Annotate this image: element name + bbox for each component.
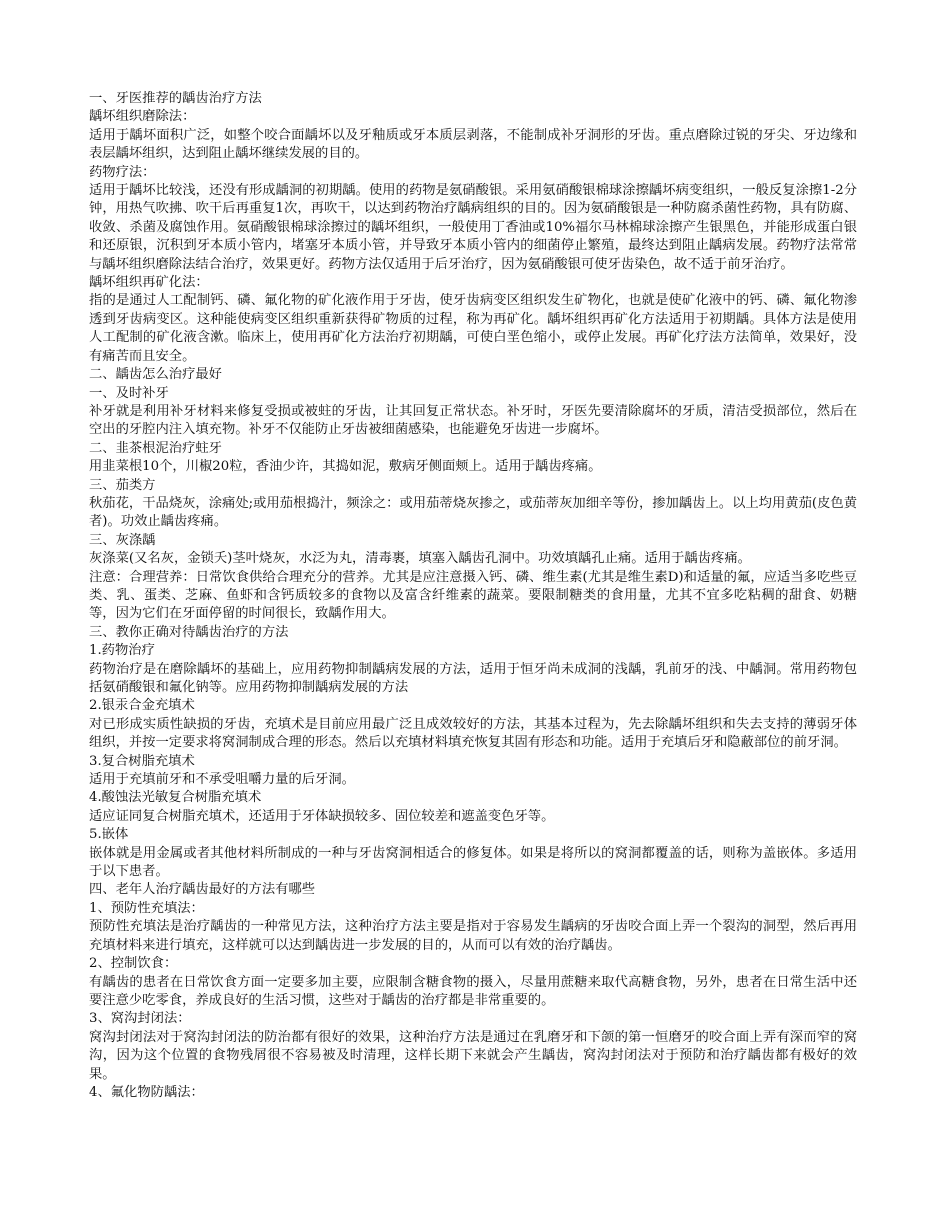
section-heading: 1、预防性充填法：: [89, 900, 204, 916]
body-paragraph: 预防性充填法是治疗龋齿的一种常见方法，这种治疗方法主要是指对于容易发生龋病的牙齿咬合面上弄一个裂沟的洞型，然后再用充填材料来进行填充，这样就可以达到龋齿进一步发展的目的，从而可以有效的治疗龋齿。: [89, 919, 857, 953]
document-body: [89, 90, 857, 1102]
body-paragraph: 用韭菜根10个，川椒20粒，香油少许，其捣如泥，敷病牙侧面颊上。适用于龋齿疼痛。: [89, 459, 602, 475]
section-heading: 4.酸蚀法光敏复合树脂充填术: [89, 790, 262, 806]
body-paragraph: 药物治疗是在磨除龋坏的基础上，应用药物抑制龋病发展的方法，适用于恒牙尚未成洞的浅龋，乳前牙的浅、中龋洞。常用药物包括氨硝酸银和氟化钠等。应用药物抑制龋病发展的方法: [89, 661, 857, 695]
section-heading: 3、窝沟封闭法：: [89, 1011, 191, 1027]
section-heading: 1.药物治疗: [89, 643, 155, 659]
section-heading: 二、龋齿怎么治疗最好: [89, 367, 222, 383]
section-heading: 一、及时补牙: [89, 385, 169, 401]
section-heading: 一、牙医推荐的龋齿治疗方法: [89, 91, 262, 106]
section-heading: 龋坏组织再矿化法：: [89, 275, 209, 291]
body-paragraph: 对已形成实质性缺损的牙齿，充填术是目前应用最广泛且成效较好的方法，其基本过程为，先去除龋坏组织和失去支持的薄弱牙体组织，并按一定要求将窝洞制成合理的形态。然后以充填材料填充恢复其固有形态和功能。适用于充填后牙和隐蔽部位的前牙洞。: [89, 716, 857, 751]
body-paragraph: 有龋齿的患者在日常饮食方面一定要多加主要，应限制含糖食物的摄入，尽量用蔗糖来取代高糖食物，另外，患者在日常生活中还要注意少吃零食，养成良好的生活习惯，这些对于龋齿的治疗都是非常重要的。: [89, 974, 857, 1008]
section-heading: 2.银汞合金充填术: [89, 698, 195, 714]
section-heading: 四、老年人治疗龋齿最好的方法有哪些: [89, 882, 316, 898]
body-paragraph: 窝沟封闭法对于窝沟封闭法的防治都有很好的效果，这种治疗方法是通过在乳磨牙和下颌的第一恒磨牙的咬合面上弄有深而窄的窝沟，因为这个位置的食物残屑很不容易被及时清理，这样长期下来就会产生龋齿，窝沟封闭法对于预防和治疗龋齿都有极好的效果。: [89, 1029, 857, 1082]
body-paragraph: 适用于龋坏比较浅，还没有形成龋洞的初期龋。使用的药物是氨硝酸银。采用氨硝酸银棉球涂擦龋坏病变组织，一般反复涂擦1-2分钟，用热气吹拂、吹干后再重复1次，再吹干，以达到药物治疗龋病组织的目的。因为氨硝酸银是一种防腐杀菌性药物，具有防腐、收敛、杀菌及腐蚀作用。氨硝酸银棉球涂擦过的龋坏组织，一般使用丁香油或10%福尔马林棉球涂擦产生银黑色，并能形成蛋白银和还原银，沉积到牙本质小管内，堵塞牙本质小管，并导致牙本质小管内的细菌停止繁殖，最终达到阻止龋病发展。药物疗法常常与龋坏组织磨除法结合治疗，效果更好。药物方法仅适用于后牙治疗，因为氨硝酸银可使牙齿染色，故不适于前牙治疗。: [89, 183, 857, 272]
section-heading: 三、教你正确对待龋齿治疗的方法: [89, 624, 289, 640]
section-heading: 3.复合树脂充填术: [89, 753, 195, 769]
section-heading: 龋坏组织磨除法：: [89, 109, 196, 125]
section-heading: 药物疗法：: [89, 164, 156, 180]
body-paragraph: 指的是通过人工配制钙、磷、氟化物的矿化液作用于牙齿，使牙齿病变区组织发生矿物化，也就是使矿化液中的钙、磷、氟化物渗透到牙齿病变区。这种能使病变区组织重新获得矿物质的过程，称为再矿化。龋坏组织再矿化方法适用于初期龋。具体方法是使用人工配制的矿化液含漱。临床上，使用再矿化方法治疗初期龋，可使白垩色缩小，或停止发展。再矿化疗法方法简单，效果好，没有痛苦而且安全。: [89, 293, 857, 364]
section-heading: 2、控制饮食：: [89, 956, 178, 972]
body-paragraph: 注意：合理营养：日常饮食供给合理充分的营养。尤其是应注意摄入钙、磷、维生素(尤其是维生素D)和适量的氟，应适当多吃些豆类、乳、蛋类、芝麻、鱼虾和含钙质较多的食物以及富含纤维素的蔬菜。要限制糖类的食用量，尤其不宜多吃粘稠的甜食、奶糖等，因为它们在牙面停留的时间很长，致龋作用大。: [89, 569, 857, 622]
section-heading: 二、韭茶根泥治疗蛀牙: [89, 440, 222, 456]
body-paragraph: 补牙就是利用补牙材料来修复受损或被蛀的牙齿，让其回复正常状态。补牙时，牙医先要清除腐坏的牙质，清洁受损部位，然后在空出的牙腔内注入填充物。补牙不仅能防止牙齿被细菌感染，也能避免牙齿进一步腐坏。: [89, 403, 857, 438]
body-paragraph: 灰涤菜(又名灰，金锁夭)茎叶烧灰，水泛为丸，清毒裹，填塞入龋齿孔洞中。功效填龋孔止痛。适用于龋齿疼痛。: [89, 551, 751, 567]
body-paragraph: 适应证同复合树脂充填术，还适用于牙体缺损较多、固位较差和遮盖变色牙等。: [89, 808, 555, 824]
body-paragraph: 嵌体就是用金属或者其他材料所制成的一种与牙齿窝洞相适合的修复体。如果是将所以的窝洞都覆盖的话，则称为盖嵌体。多适用于以下患者。: [89, 845, 857, 880]
section-heading: 三、茄类方: [89, 477, 156, 493]
body-paragraph: 秋茄花，干品烧灰，涂痛处;或用茄根捣汁，频涂之：或用茄蒂烧灰掺之，或茄蒂灰加细辛等份，掺加龋齿上。以上均用黄茄(皮色黄者)。功效止龋齿疼痛。: [89, 495, 857, 530]
section-heading: 5.嵌体: [89, 827, 129, 843]
section-heading: 三、灰涤龋: [89, 532, 156, 548]
section-heading: 4、氟化物防龋法：: [89, 1084, 204, 1100]
body-paragraph: 适用于龋坏面积广泛，如整个咬合面龋坏以及牙釉质或牙本质层剥落，不能制成补牙洞形的牙齿。重点磨除过锐的牙尖、牙边缘和表层龋坏组织，达到阻止龋坏继续发展的目的。: [89, 127, 857, 162]
body-paragraph: 适用于充填前牙和不承受咀嚼力量的后牙洞。: [89, 772, 355, 788]
